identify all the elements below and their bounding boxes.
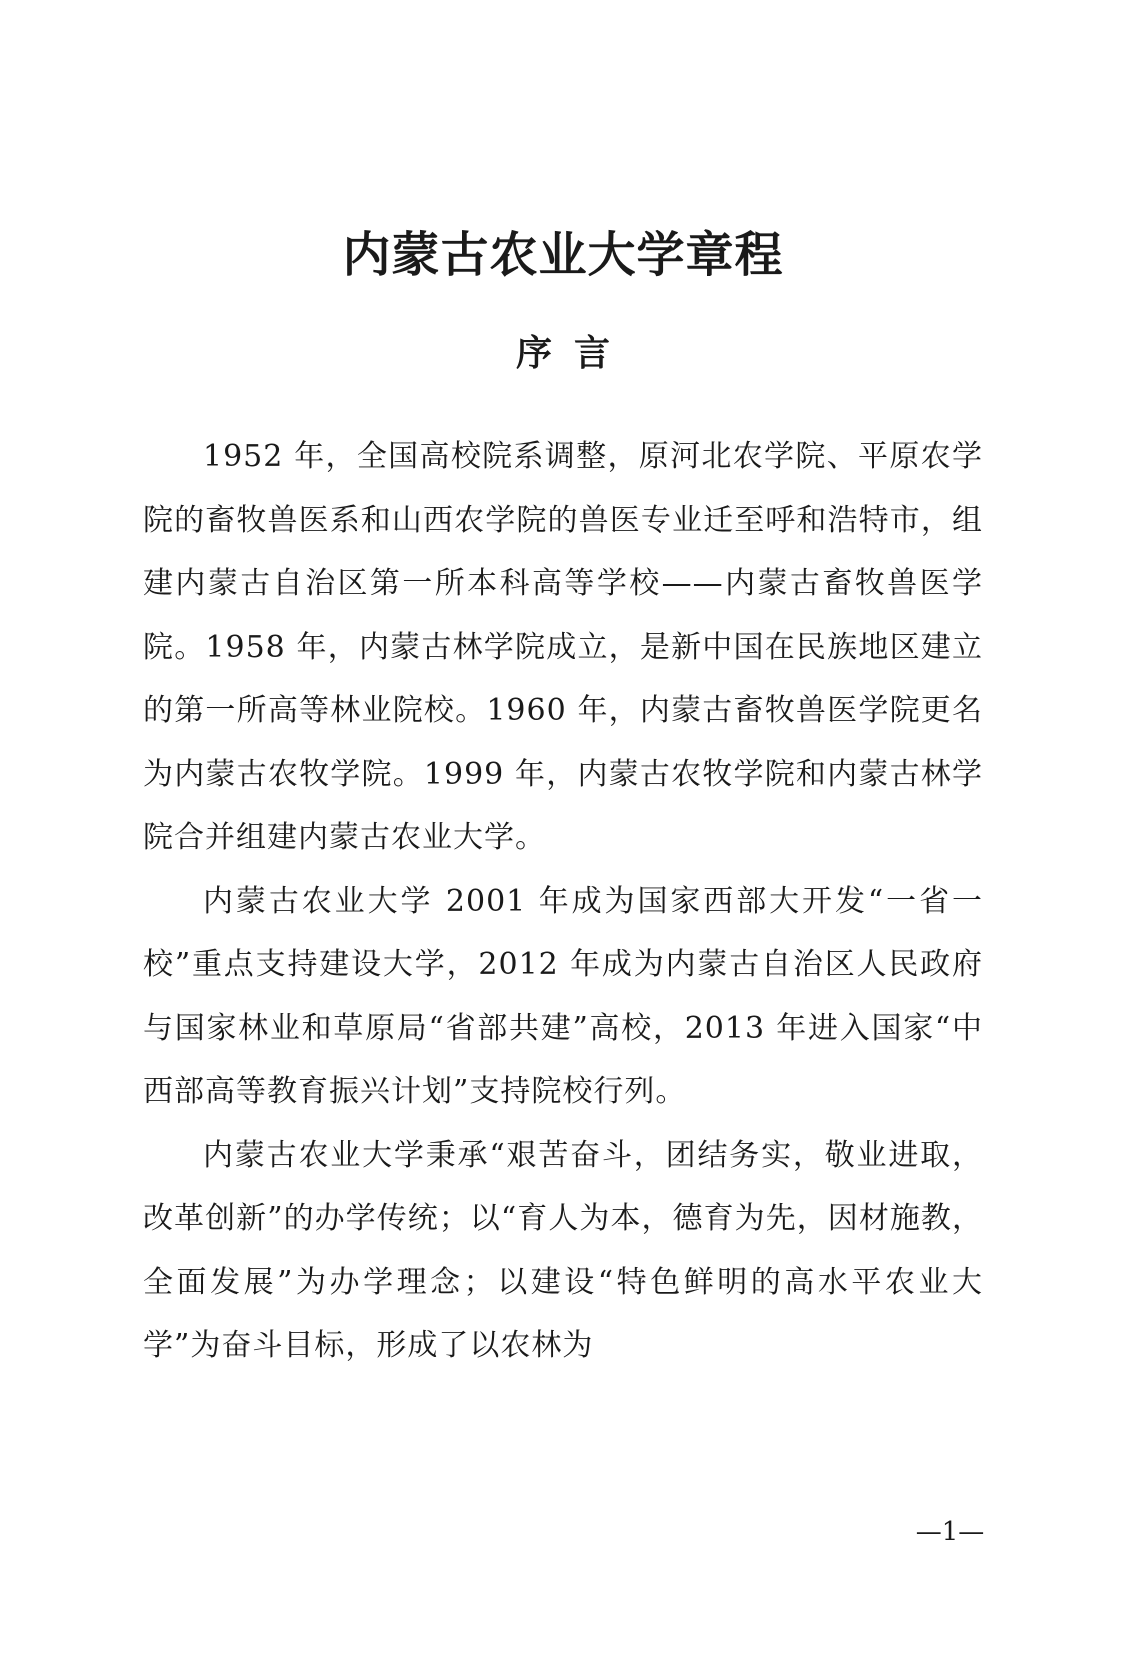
document-title: 内蒙古农业大学章程 bbox=[342, 227, 784, 283]
section-heading: 序言 bbox=[515, 333, 632, 374]
paragraph: 1952 年，全国高校院系调整，原河北农学院、平原农学院的畜牧兽医系和山西农学院的兽医专业迁至呼和浩特市，组建内蒙古自治区第一所本科高等学校——内蒙古畜牧兽医学院。1958 年，内蒙古林学院成立，是新中国在民族地区建立的第一所高等林业院校。1960 年，内蒙古畜牧兽医学院更名为内蒙古农牧学院。1999 年，内蒙古农牧学院和内蒙古林学院合并组建内蒙古农业大学。 bbox=[143, 439, 983, 855]
document-body bbox=[143, 425, 983, 1378]
paragraph: 内蒙古农业大学 2001 年成为国家西部大开发“一省一校”重点支持建设大学，2012 年成为内蒙古自治区人民政府与国家林业和草原局“省部共建”高校，2013 年进入国家“中西部高等教育振兴计划”支持院校行列。 bbox=[143, 883, 983, 1109]
paragraph: 内蒙古农业大学秉承“艰苦奋斗，团结务实，敬业进取，改革创新”的办学传统；以“育人为本，德育为先，因材施教，全面发展”为办学理念；以建设“特色鲜明的高水平农业大学”为奋斗目标，形成了以农林为 bbox=[143, 1137, 983, 1363]
page-number: —1— bbox=[915, 1517, 985, 1547]
